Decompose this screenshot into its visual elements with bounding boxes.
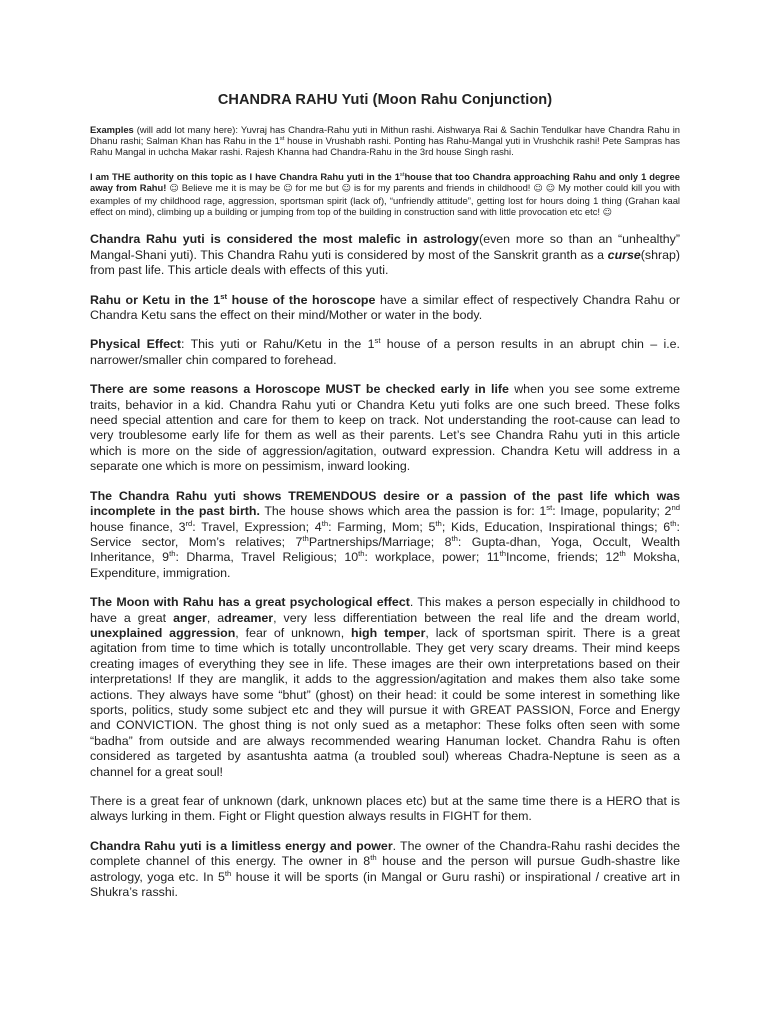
smiley-icon: ☺ bbox=[341, 183, 351, 194]
desire-paragraph: The Chandra Rahu yuti shows TREMENDOUS desire or a passion of the past life which was incomplete in the past birth. The house shows which area the passion is for: 1st: Image, popularity; 2nd house finance, 3rd: Travel, Expression; 4th: Farming, Mom; 5th; Kids, Education, Inspirational things; 6th: Service sector, Mom’s relatives; 7thPartnerships/Marriage; 8th: Gupta-dhan, Yoga, Occult, Wealth Inheritance, 9th: Dharma, Travel Religious; 10th: workplace, power; 11thIncome, friends; 12th Moksha, Expenditure, immigration. bbox=[90, 488, 681, 580]
authority-paragraph: I am THE authority on this topic as I have Chandra Rahu yuti in the 1sthouse that too Chandra approaching Rahu and only 1 degree away from Rahu! ☺ Believe me it is may be ☺ for me but ☺ is for my parents and friends in childhood! ☺ ☺ My mother could kill you with examples of my childhood rage, aggression, sportsman spirit (lack of), “unfriendly attitude”, getting lost for hours doing 1 thing (Grahan kaal effect on mind), climbing up a building or jumping from top of the building in construction sand with little provocation etc etc! ☺ bbox=[90, 170, 680, 219]
physical-effect-paragraph: Physical Effect: This yuti or Rahu/Ketu in the 1st house of a person results in an abrupt chin – i.e. narrower/smaller chin compared to forehead. bbox=[90, 336, 680, 367]
fear-paragraph: There is a great fear of unknown (dark, unknown places etc) but at the same time there is a HERO that is always lurking in them. Fight or Flight question always results in FIGHT for them. bbox=[90, 794, 680, 824]
page-title: CHANDRA RAHU Yuti (Moon Rahu Conjunction) bbox=[217, 92, 553, 108]
malefic-paragraph: Chandra Rahu yuti is considered the most malefic in astrology(even more so than an “unhealthy” Mangal-Shani yuti). This Chandra Rahu yuti is considered by most of the Sanskrit granth as a curse(shrap) from past life. This article deals with effects of this yuti. bbox=[90, 232, 680, 278]
curse-emphasis: curse bbox=[607, 247, 641, 262]
first-house-paragraph: Rahu or Ketu in the 1st house of the horoscope have a similar effect of respectively Chandra Rahu or Chandra Ketu sans the effect on their mind/Mother or water in the body. bbox=[90, 291, 680, 323]
energy-paragraph: Chandra Rahu yuti is a limitless energy and power. The owner of the Chandra-Rahu rashi decides the complete channel of this energy. The owner in 8th house and the person will pursue Gudh-shastre like astrology, yoga etc. In 5th house it will be sports (in Mangal or Guru rashi) or inspirational / creative art in Shukra’s rasshi. bbox=[90, 838, 680, 900]
examples-paragraph: Examples (will add lot many here): Yuvraj has Chandra-Rahu yuti in Mithun rashi. Aishwarya Rai & Sachin Tendulkar have Chandra Rahu in Dhanu rashi; Salman Khan has Rahu in the 1st house in Vrushabh rashi. Ponting has Rahu-Mangal yuti in Vrushchik rashi! Pete Sampras has Rahu Mangal in uchcha Makar rashi. Rajesh Khanna had Chandra-Rahu in the 3rd house Singh rashi. bbox=[90, 124, 680, 158]
smiley-icon: ☺ bbox=[533, 183, 543, 194]
smiley-icon: ☺ bbox=[169, 183, 179, 194]
smiley-icon: ☺ bbox=[545, 183, 556, 194]
early-check-paragraph: There are some reasons a Horoscope MUST be checked early in life when you see some extreme traits, behavior in a kid. Chandra Rahu yuti or Chandra Ketu yuti folks are one such breed. These folks need special attention and care for them to keep on track. Not understanding the root-cause can lead to very troublesome early life for them as well as their parents. Let’s see Chandra Rahu yuti in this article which is more on the side of aggression/agitation, outward expression. Chandra Ketu will address in a separate one which is more on pessimism, inward looking. bbox=[90, 382, 680, 474]
psychological-effect-paragraph: The Moon with Rahu has a great psychological effect. This makes a person especially in childhood to have a great anger, adreamer, very less differentiation between the real life and the dream world, unexplained aggression, fear of unknown, high temper, lack of sportsman spirit. There is a great agitation from time to time which is totally uncontrollable. They get very scary dreams. Their mind keeps creating images of everything they see in life. These images are their own interpretations based on their interpretations! If they are manglik, it adds to the aggression/agitation and makes them also take some actions. They always have some “bhut” (ghost) on their head: it could be some interest in something like sports, politics, study some subject etc and they will pursue it with GREAT PASSION, Force and Energy and CONVICTION. The ghost thing is not only sued as a metaphor: These folks often seen with some “badha” from outside and are always recommended wearing Hanuman locket. Chandra Rahu is often considered as targeted by asantushta aatma (a troubled soul) whereas Chadra-Neptune is seen as a channel for a great soul! bbox=[90, 595, 680, 779]
examples-label: Examples bbox=[90, 124, 134, 135]
smiley-icon: ☺ bbox=[602, 208, 612, 219]
smiley-icon: ☺ bbox=[283, 183, 293, 194]
